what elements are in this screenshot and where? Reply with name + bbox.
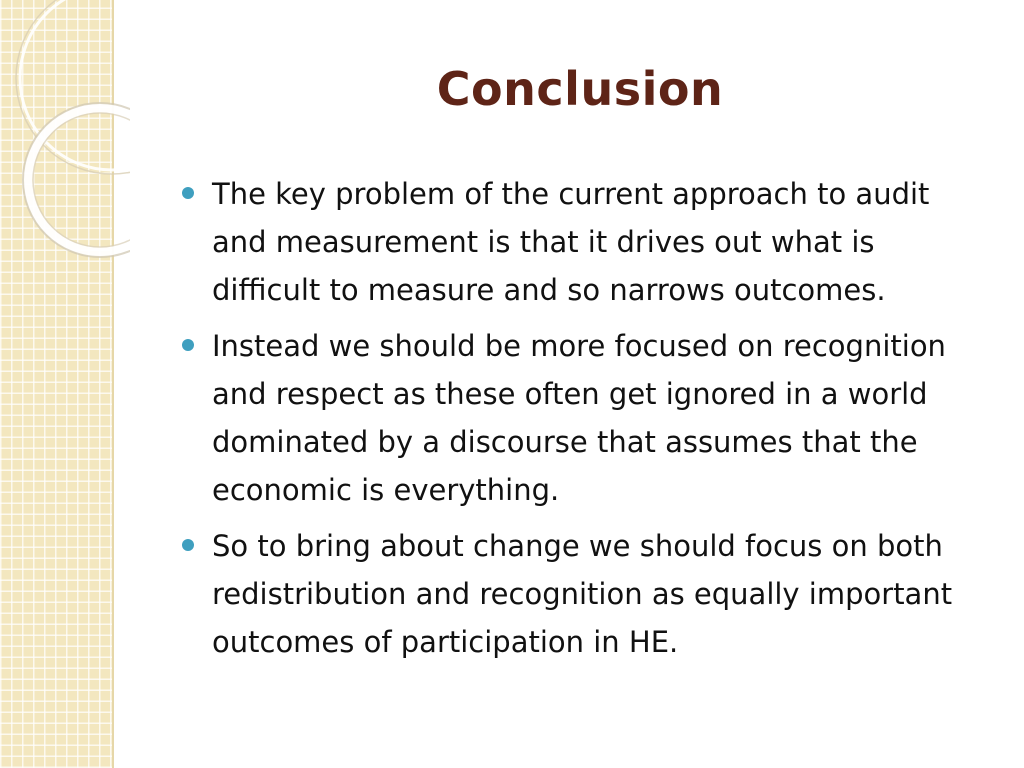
slide-title: Conclusion <box>436 62 724 116</box>
decorative-side-panel <box>0 0 114 768</box>
circle-bullet-icon <box>182 539 194 551</box>
bullet-text: So to bring about change we should focus on both redistribution and recognition as equally important outcomes of participation in HE. <box>212 529 953 659</box>
bullet-item <box>182 522 982 666</box>
bullet-text: Instead we should be more focused on recognition and respect as these often get ignored in a world dominated by a discourse that assumes that the economic is everything. <box>212 329 946 507</box>
circle-bullet-icon <box>182 187 194 199</box>
bullet-text: The key problem of the current approach to audit and measurement is that it drives out what is difficult to measure and so narrows outcomes. <box>212 177 930 307</box>
bullet-item <box>182 322 982 514</box>
ring-decoration-icon <box>0 0 130 300</box>
circle-bullet-icon <box>182 339 194 351</box>
bullet-item <box>182 170 982 314</box>
bullet-list <box>182 170 982 674</box>
